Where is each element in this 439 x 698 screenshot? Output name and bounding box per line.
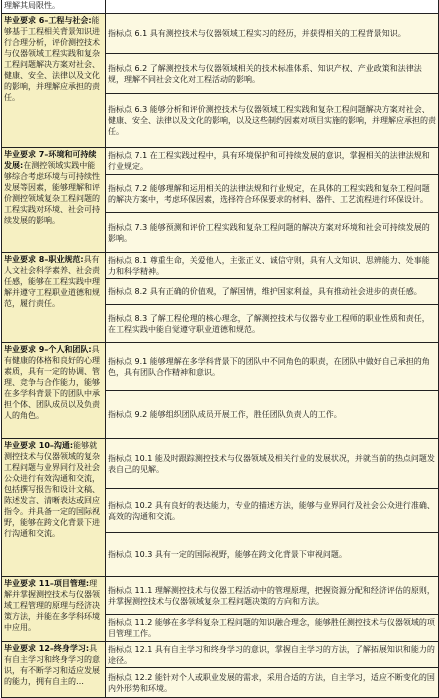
- indicator-cell: 指标点 10.1 能及时跟踪测控技术与仪器领域及相关行业的发展状况，并就当前的热点问题发表自己的见解。: [106, 439, 439, 489]
- requirement-title: 毕业要求 12–终身学习:: [4, 644, 90, 653]
- continued-text: 理解其局限性。: [4, 1, 60, 10]
- requirement-cell-10: [2, 439, 106, 577]
- indicator-cell: 指标点 11.2 能够在多学科复杂工程问题的知识融合理念，能够胜任测控技术与仪器领域的项目管理工作。: [106, 615, 439, 642]
- indicator-cell: 指标点 7.3 能够预测和评价工程实践和复杂工程问题的解决方案对环境和社会可持续发展的影响。: [106, 213, 439, 253]
- requirement-title: 毕业要求 11–项目管理:: [4, 579, 90, 588]
- requirement-body: 理解并掌握测控技术与仪器领域工程管理的原理与经济决策方法，并能在多学科环境中应用。: [4, 579, 100, 632]
- requirement-body: 具有人文社会科学素养、社会责任感，能够在工程实践中理解并遵守工程职业道德和规范，履行责任。: [4, 255, 100, 308]
- continued-requirement-cell: [2, 0, 106, 14]
- indicator-cell: 指标点 11.1 理解测控技术与仪器工程活动中的管理原理，把握资源分配和经济评估的原则，并掌握测控技术与仪器领域复杂工程问题决策的方向和方法。: [106, 577, 439, 615]
- indicator-cell: 指标点 9.2 能够组织团队成员开展工作，胜任团队负责人的工作。: [106, 391, 439, 439]
- table-row: [2, 0, 439, 14]
- table-row: [2, 253, 439, 279]
- indicator-cell: 指标点 6.1 具有测控技术与仪器领域工程实习的经历，并获得相关的工程背景知识。: [106, 14, 439, 54]
- requirement-cell-7: [2, 148, 106, 253]
- requirement-title: 毕业要求 6–工程与社会:: [4, 16, 92, 25]
- table-row: [2, 148, 439, 175]
- table-row: [2, 642, 439, 668]
- table-row: [2, 343, 439, 391]
- indicator-cell: 指标点 12.2 能针对个人或职业发展的需求，采用合适的方法，自主学习，适应不断变化的国内外形势和环境。: [106, 668, 439, 698]
- indicator-cell: 指标点 6.3 能够分析和评价测控技术与仪器领域工程实践和复杂工程问题解决方案对社会、健康、安全、法律以及文化的影响，以及这些制约因素对项目实施的影响，并理解应承担的责任。: [106, 94, 439, 148]
- requirement-cell-8: [2, 253, 106, 343]
- indicator-cell: 指标点 7.2 能够理解和运用相关的法律法规和行业规定，在具体的工程实践和复杂工程问题的解决方案中，考虑环保因素，选择符合环保要求的材料、器件、工艺流程进行环保设计。: [106, 175, 439, 213]
- requirement-body: 能够基于工程相关背景知识进行合理分析，评价测控技术与仪器领域工程实践和复杂工程问题解决方案对社会、健康、安全、法律以及文化的影响，并理解应承担的责任。: [4, 16, 100, 102]
- requirement-body: 具有自主学习和终身学习的意识，有不断学习和适应发展的能力，拥有自主的…: [4, 644, 100, 686]
- requirement-cell-11: [2, 577, 106, 642]
- requirement-title: 毕业要求 8–职业规范:: [4, 255, 84, 264]
- indicator-cell: 指标点 6.2 了解测控技术与仪器领域相关的技术标准体系、知识产权、产业政策和法律法规，理解不同社会文化对工程活动的影响。: [106, 54, 439, 94]
- indicator-cell: 指标点 10.2 具有良好的表达能力，专业的描述方法，能够与业界同行及社会公众进行准确、高效的沟通和交流。: [106, 489, 439, 533]
- requirement-body: 在测控领域实践中能够综合考虑环境与可持续性发展等因素，能够理解和评价测控领域复杂工程问题的工程实践对环境、社会可持续发展的影响。: [4, 161, 100, 225]
- indicator-cell: 指标点 10.3 具有一定的国际视野，能够在跨文化背景下审视问题。: [106, 533, 439, 577]
- table-row: [2, 439, 439, 489]
- table-row: [2, 577, 439, 615]
- indicator-cell: 指标点 12.1 具有自主学习和终身学习的意识，掌握自主学习的方法，了解拓展知识和能力的途径。: [106, 642, 439, 668]
- table-row: [2, 14, 439, 54]
- requirement-cell-12: [2, 642, 106, 698]
- indicator-cell: 指标点 8.3 了解工程伦理的核心理念，了解测控技术与仪器专业工程师的职业性质和责任，在工程实践中能自觉遵守职业道德和规范。: [106, 305, 439, 343]
- indicator-cell: 指标点 8.1 尊重生命，关爱他人，主张正义、诚信守则，具有人文知识、思辨能力、处事能力和科学精神。: [106, 253, 439, 279]
- continued-indicator-cell: [106, 0, 439, 14]
- requirement-body: 能够就测控技术与仪器领域的复杂工程问题与业界同行及社会公众进行有效沟通和交流，包括撰写报告和设计文稿、陈述发言、清晰表达或回应指令。并具备一定的国际视野，能够在跨文化背景下进行沟通和交流。: [4, 441, 100, 538]
- indicator-cell: 指标点 7.1 在工程实践过程中，具有环境保护和可持续发展的意识，掌握相关的法律法规和行业规定。: [106, 148, 439, 175]
- requirement-title: 毕业要求 10–沟通:: [4, 441, 74, 450]
- requirement-cell-6: [2, 14, 106, 148]
- requirement-title: 毕业要求 7–环境和可持续发展:: [4, 150, 97, 170]
- indicator-cell: 指标点 8.2 具有正确的价值观，了解国情，维护国家利益，具有推动社会进步的责任感。: [106, 279, 439, 305]
- graduation-requirements-table: [1, 0, 439, 698]
- indicator-cell: 指标点 9.1 能够理解在多学科背景下的团队中不同角色的职责，在团队中做好自己承担的角色，具有团队合作精神和意识。: [106, 343, 439, 391]
- requirement-cell-9: [2, 343, 106, 439]
- requirement-title: 毕业要求 9–个人和团队:: [4, 345, 92, 354]
- requirement-body: 具有健康的体格和良好的心理素质，具有一定的协调、管理、竞争与合作能力，能够在多学科背景下的团队中承担个体、团队成员以及负责人的角色。: [4, 345, 100, 420]
